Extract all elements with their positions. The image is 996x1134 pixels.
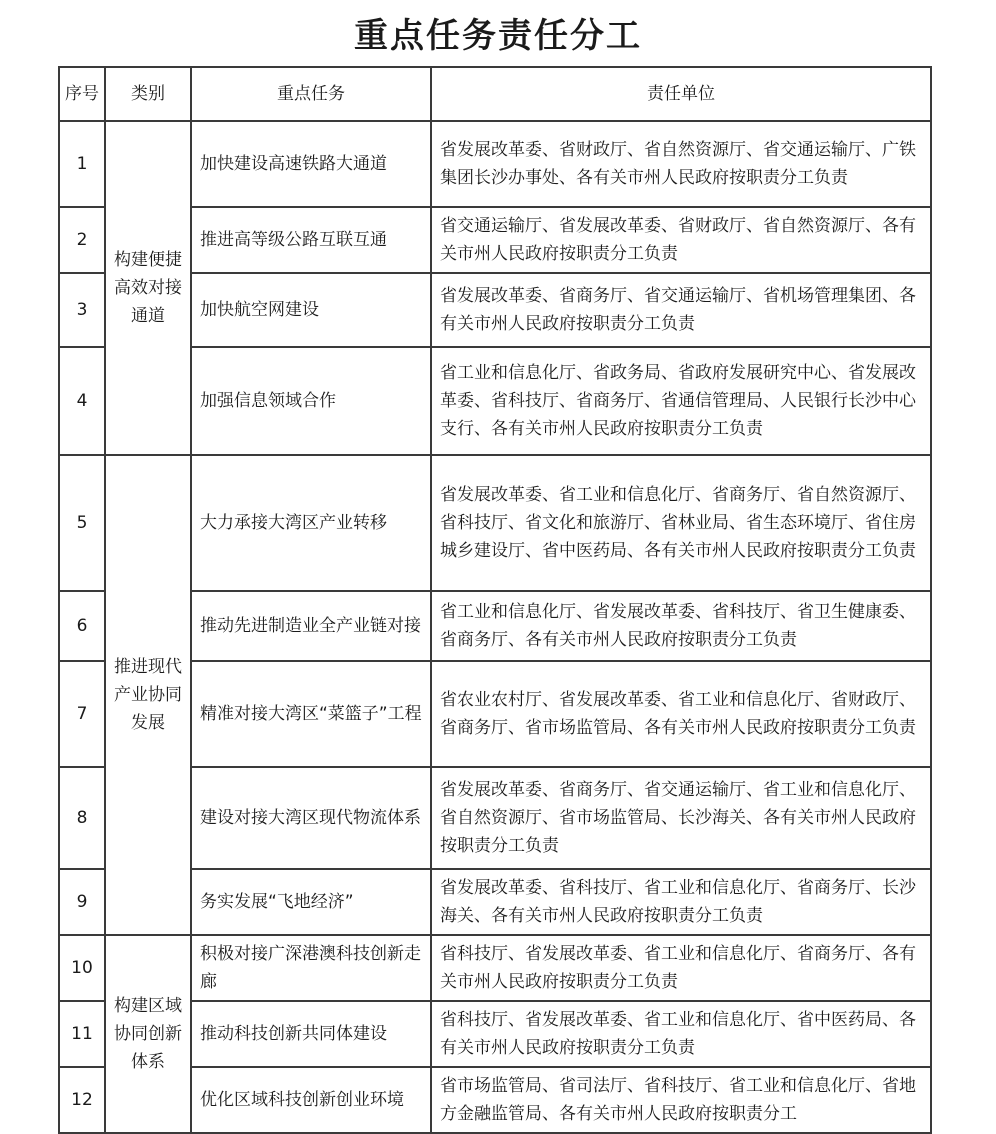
task-cell: 精准对接大湾区“菜篮子”工程: [191, 661, 431, 767]
task-cell: 加快航空网建设: [191, 273, 431, 347]
task-cell: 大力承接大湾区产业转移: [191, 455, 431, 591]
unit-cell: 省发展改革委、省商务厅、省交通运输厅、省工业和信息化厅、省自然资源厅、省市场监管局、长沙海关、各有关市州人民政府按职责分工负责: [431, 767, 931, 869]
row-number: 1: [59, 121, 105, 207]
header-no: 序号: [59, 67, 105, 121]
unit-cell: 省发展改革委、省财政厅、省自然资源厅、省交通运输厅、广铁集团长沙办事处、各有关市州人民政府按职责分工负责: [431, 121, 931, 207]
document-title: 重点任务责任分工: [354, 16, 642, 56]
row-number: 9: [59, 869, 105, 935]
row-number: 8: [59, 767, 105, 869]
unit-cell: 省市场监管局、省司法厅、省科技厅、省工业和信息化厅、省地方金融监管局、各有关市州人民政府按职责分工: [431, 1067, 931, 1133]
header-unit: 责任单位: [431, 67, 931, 121]
unit-cell: 省科技厅、省发展改革委、省工业和信息化厅、省商务厅、各有关市州人民政府按职责分工负责: [431, 935, 931, 1001]
row-number: 2: [59, 207, 105, 273]
row-number: 3: [59, 273, 105, 347]
task-cell: 建设对接大湾区现代物流体系: [191, 767, 431, 869]
row-number: 12: [59, 1067, 105, 1133]
table-row: [59, 455, 931, 591]
task-cell: 务实发展“飞地经济”: [191, 869, 431, 935]
unit-cell: 省交通运输厅、省发展改革委、省财政厅、省自然资源厅、各有关市州人民政府按职责分工负责: [431, 207, 931, 273]
task-cell: 优化区域科技创新创业环境: [191, 1067, 431, 1133]
category-cell: 构建便捷高效对接通道: [105, 121, 191, 455]
row-number: 6: [59, 591, 105, 661]
task-cell: 加快建设高速铁路大通道: [191, 121, 431, 207]
task-cell: 积极对接广深港澳科技创新走廊: [191, 935, 431, 1001]
row-number: 7: [59, 661, 105, 767]
unit-cell: 省发展改革委、省工业和信息化厅、省商务厅、省自然资源厅、省科技厅、省文化和旅游厅、省林业局、省生态环境厅、省住房城乡建设厅、省中医药局、各有关市州人民政府按职责分工负责: [431, 455, 931, 591]
row-number: 11: [59, 1001, 105, 1067]
unit-cell: 省发展改革委、省科技厅、省工业和信息化厅、省商务厅、长沙海关、各有关市州人民政府按职责分工负责: [431, 869, 931, 935]
task-cell: 推动科技创新共同体建设: [191, 1001, 431, 1067]
header-task: 重点任务: [191, 67, 431, 121]
category-cell: 构建区域协同创新体系: [105, 935, 191, 1133]
row-number: 10: [59, 935, 105, 1001]
table-header-row: [59, 67, 931, 121]
table-row: [59, 935, 931, 1001]
table-row: [59, 121, 931, 207]
row-number: 4: [59, 347, 105, 455]
unit-cell: 省工业和信息化厅、省发展改革委、省科技厅、省卫生健康委、省商务厅、各有关市州人民政府按职责分工负责: [431, 591, 931, 661]
responsibility-table: [58, 66, 932, 1134]
task-cell: 推进高等级公路互联互通: [191, 207, 431, 273]
row-number: 5: [59, 455, 105, 591]
task-cell: 加强信息领域合作: [191, 347, 431, 455]
unit-cell: 省农业农村厅、省发展改革委、省工业和信息化厅、省财政厅、省商务厅、省市场监管局、各有关市州人民政府按职责分工负责: [431, 661, 931, 767]
category-cell: 推进现代产业协同发展: [105, 455, 191, 935]
task-cell: 推动先进制造业全产业链对接: [191, 591, 431, 661]
unit-cell: 省科技厅、省发展改革委、省工业和信息化厅、省中医药局、各有关市州人民政府按职责分工负责: [431, 1001, 931, 1067]
unit-cell: 省发展改革委、省商务厅、省交通运输厅、省机场管理集团、各有关市州人民政府按职责分工负责: [431, 273, 931, 347]
unit-cell: 省工业和信息化厅、省政务局、省政府发展研究中心、省发展改革委、省科技厅、省商务厅、省通信管理局、人民银行长沙中心支行、各有关市州人民政府按职责分工负责: [431, 347, 931, 455]
header-category: 类别: [105, 67, 191, 121]
